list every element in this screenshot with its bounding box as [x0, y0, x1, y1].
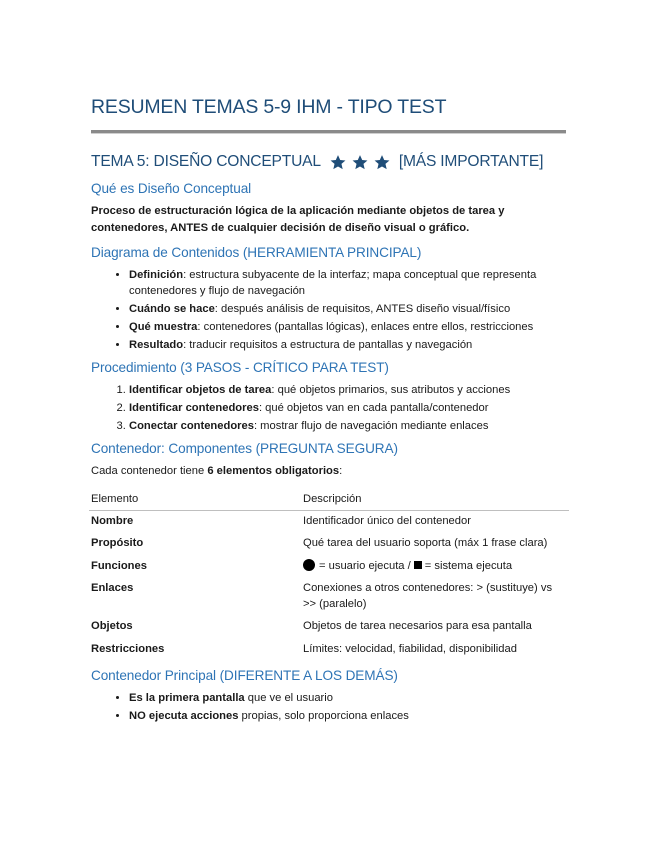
- item-key: Conectar contenedores: [129, 420, 254, 432]
- list-item: [129, 418, 566, 434]
- filled-circle-icon: [303, 559, 315, 571]
- row-value: [301, 556, 569, 579]
- row-value: Conexiones a otros contenedores: > (sustituye) vs >> (paralelo): [303, 582, 553, 610]
- principal-list: [91, 690, 566, 724]
- row-key: Enlaces: [91, 582, 134, 594]
- row-key: Nombre: [91, 514, 134, 527]
- row-value: Identificador único del contenedor: [303, 514, 471, 527]
- item-key: Qué muestra: [129, 321, 198, 333]
- list-item: [129, 267, 566, 299]
- tema5-heading-text: TEMA 5: DISEÑO CONCEPTUAL: [91, 153, 321, 170]
- document-page: [91, 96, 566, 731]
- item-text: : traducir requisitos a estructura de pantallas y navegación: [183, 339, 473, 351]
- item-key: Definición: [129, 269, 184, 281]
- que-es-text: Proceso de estructuración lógica de la aplicación mediante objetos de tarea y contenedores, ANTES de cualquier decisión de diseño visual o gráfico.: [91, 205, 505, 234]
- star-icon: [373, 154, 391, 171]
- row-value: Qué tarea del usuario soporta (máx 1 frase clara): [303, 537, 548, 549]
- row-key: Funciones: [91, 559, 147, 572]
- item-key: Resultado: [129, 339, 184, 351]
- list-item: [129, 382, 566, 398]
- col-descripcion: Descripción: [301, 486, 569, 510]
- item-key: Es la primera pantalla: [129, 692, 245, 704]
- row-key: Propósito: [91, 537, 144, 549]
- stars: [329, 154, 391, 171]
- section-que-es: [91, 181, 566, 237]
- item-key: Identificar contenedores: [129, 402, 259, 414]
- star-icon: [329, 154, 347, 171]
- section-diagrama: [91, 245, 566, 353]
- que-es-heading: Qué es Diseño Conceptual: [91, 181, 252, 196]
- tema5-tag: [MÁS IMPORTANTE]: [398, 153, 544, 170]
- document-title: RESUMEN TEMAS 5-9 IHM - TIPO TEST: [91, 96, 447, 118]
- row-key: Objetos: [91, 620, 133, 632]
- table-row: [89, 616, 569, 639]
- item-text: propias, solo proporciona enlaces: [238, 710, 409, 722]
- list-item: [129, 319, 566, 335]
- table-row: [89, 533, 569, 556]
- list-item: [129, 708, 566, 724]
- item-key: Identificar objetos de tarea: [129, 384, 272, 396]
- item-key: Cuándo se hace: [129, 303, 215, 315]
- item-text: : contenedores (pantallas lógicas), enlaces entre ellos, restricciones: [197, 321, 534, 333]
- funciones-system: = sistema ejecuta: [424, 559, 513, 572]
- componentes-table: [89, 486, 569, 661]
- section-procedimiento: [91, 360, 566, 434]
- list-item: [129, 337, 566, 353]
- procedimiento-list: [91, 382, 566, 434]
- table-header-row: [89, 486, 569, 510]
- item-text: que ve el usuario: [244, 692, 333, 704]
- star-icon: [351, 154, 369, 171]
- intro-bold: 6 elementos obligatorios: [207, 465, 340, 477]
- section-contenedor: [91, 441, 566, 661]
- row-key: Restricciones: [91, 642, 165, 655]
- title-rule: [91, 130, 566, 134]
- contenedor-heading: Contenedor: Componentes (PREGUNTA SEGURA): [91, 441, 398, 456]
- col-elemento: Elemento: [89, 486, 301, 510]
- table-row: [89, 556, 569, 579]
- diagrama-heading: Diagrama de Contenidos (HERRAMIENTA PRINCIPAL): [91, 245, 422, 260]
- item-key: NO ejecuta acciones: [129, 710, 239, 722]
- intro-post: :: [339, 465, 343, 477]
- procedimiento-heading: Procedimiento (3 PASOS - CRÍTICO PARA TEST): [91, 360, 389, 375]
- row-value: Objetos de tarea necesarios para esa pantalla: [303, 620, 532, 632]
- table-row: [89, 639, 569, 662]
- item-text: : qué objetos van en cada pantalla/contenedor: [258, 402, 489, 414]
- list-item: [129, 400, 566, 416]
- funciones-user: = usuario ejecuta /: [319, 559, 411, 572]
- list-item: [129, 301, 566, 317]
- diagrama-list: [91, 267, 566, 353]
- table-row: [89, 578, 569, 616]
- section-principal: [91, 668, 566, 724]
- tema5-heading: [91, 153, 566, 171]
- filled-square-icon: [414, 561, 422, 569]
- contenedor-intro: [91, 463, 566, 480]
- principal-heading: Contenedor Principal (DIFERENTE A LOS DEMÁS): [91, 668, 398, 683]
- intro-pre: Cada contenedor tiene: [91, 465, 208, 477]
- list-item: [129, 690, 566, 706]
- item-text: : mostrar flujo de navegación mediante enlaces: [253, 420, 489, 432]
- row-value: Límites: velocidad, fiabilidad, disponibilidad: [303, 642, 517, 655]
- item-text: : qué objetos primarios, sus atributos y acciones: [271, 384, 511, 396]
- item-text: : después análisis de requisitos, ANTES diseño visual/físico: [214, 303, 511, 315]
- item-text: : estructura subyacente de la interfaz; mapa conceptual que representa contenedores y flujo de navegación: [129, 269, 537, 297]
- table-row: [89, 510, 569, 533]
